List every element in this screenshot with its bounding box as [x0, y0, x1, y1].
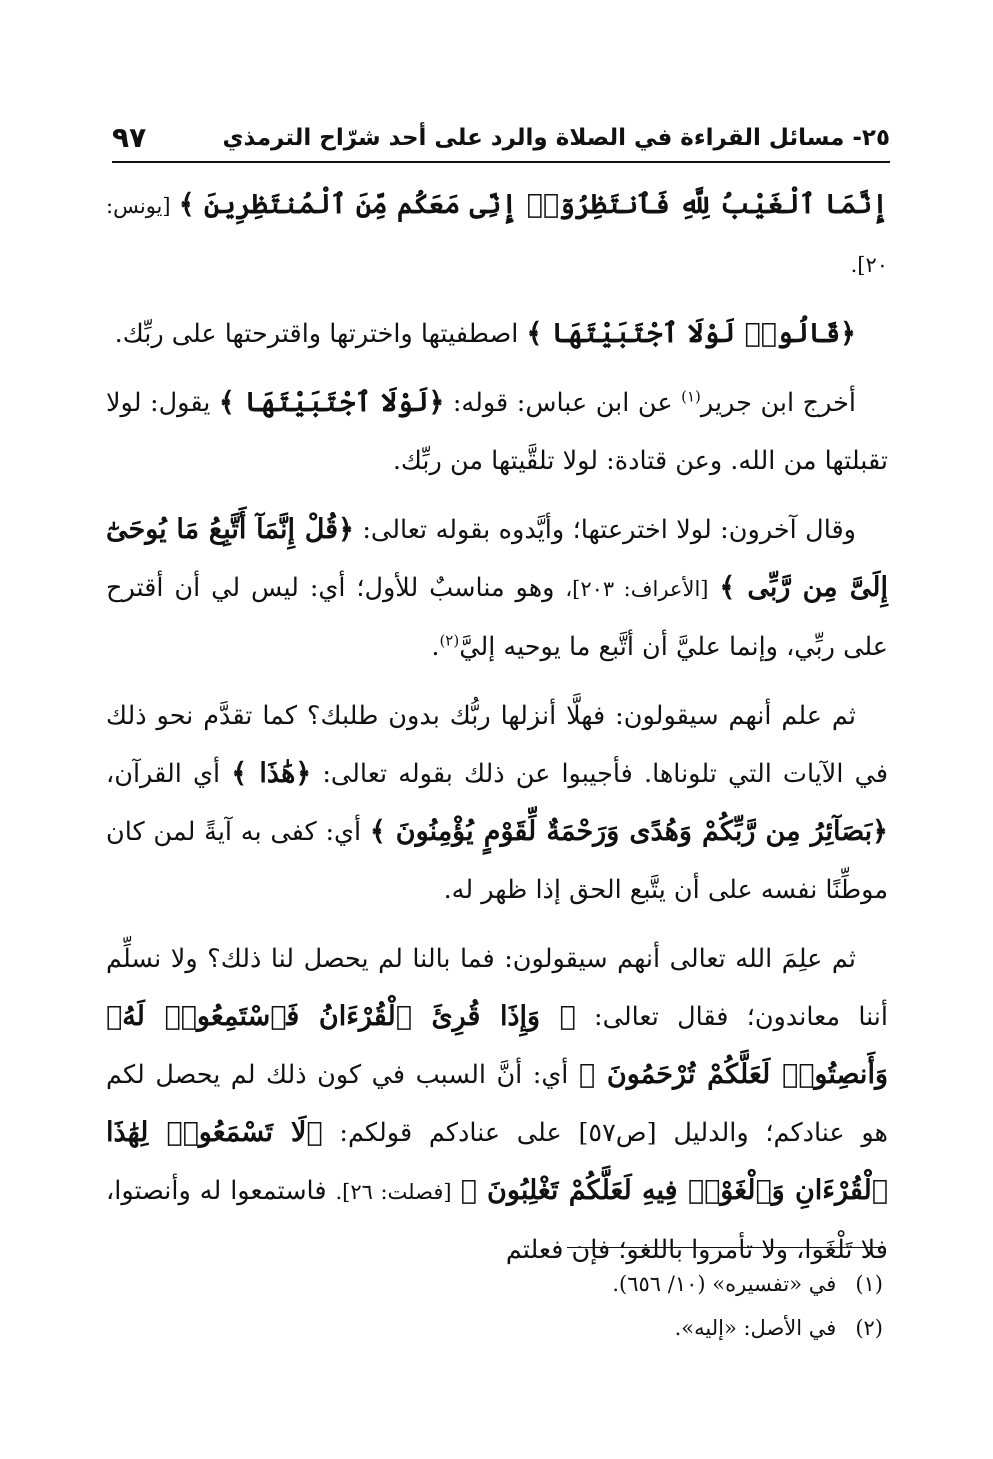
- paragraph-4: [106, 501, 888, 676]
- verse-reference: [فصلت: ٢٦].: [335, 1180, 452, 1204]
- main-text: [106, 176, 888, 1290]
- verse-reference: [يونس: ٢٠].: [106, 194, 888, 277]
- footnote-marker: (٢): [439, 631, 460, 650]
- footnote-2: [103, 1306, 883, 1350]
- paragraph-text: ثم علِمَ الله تعالى أنهم سيقولون: فما بالنا لم يحصل لنا ذلك؟ ولا نسلِّم أننا معاندون؛ فقال تعالى:: [106, 944, 888, 1032]
- footnotes: [103, 1262, 883, 1350]
- paragraph-text: أي: أنَّ السبب في كون ذلك لم يحصل لكم هو عنادكم؛ والدليل [ص٥٧] على عنادكم قولكم:: [106, 1060, 889, 1148]
- paragraph-text: .: [431, 632, 440, 662]
- footnote-1: [103, 1262, 883, 1306]
- footnote-marker: (١): [681, 387, 701, 406]
- paragraph-3: [106, 374, 888, 490]
- paragraph-2: [106, 305, 888, 363]
- paragraph-text: أي القرآن،: [106, 759, 221, 789]
- footnote-text: في الأصل: «إليه».: [674, 1316, 837, 1340]
- footnote-text: في «تفسيره» (١٠/ ٦٥٦).: [612, 1272, 837, 1296]
- paragraph-6: [106, 930, 888, 1279]
- running-header: [112, 117, 890, 163]
- quran-verse: ﴿قَالُوا۟ لَوْلَا ٱجْتَبَيْتَهَا ﴾: [526, 318, 856, 349]
- paragraph-text: وهو مناسبٌ للأول؛ أي: ليس لي أن أقترح على ربِّي، وإنما عليَّ أن أتَّبع ما يوحيه إليَّ: [106, 573, 888, 662]
- paragraph-5: [106, 687, 888, 919]
- footnote-number: (١): [855, 1272, 883, 1296]
- page-number: ٩٧: [112, 121, 147, 154]
- paragraph-text: اصطفيتها واخترتها واقترحتها على ربِّك.: [114, 319, 519, 349]
- chapter-title: ٢٥- مسائل القراءة في الصلاة والرد على أحد شرّاح الترمذي: [222, 125, 890, 151]
- quran-verse: ﴿ وَإِذَا قُرِئَ ٱلْقُرْءَانُ فَٱسْتَمِعُوا۟ لَهُۥ وَأَنصِتُوا۟ لَعَلَّكُمْ تُرْحَمُونَ ﴾: [106, 1001, 888, 1090]
- paragraph-text: يقول: لولا تقبلتها من الله. وعن قتادة: لولا تلقَّيتها من ربِّك.: [106, 388, 888, 476]
- quran-verse: ﴿لَا تَسْمَعُوا۟ لِهَٰذَا ٱلْقُرْءَانِ وَٱلْغَوْا۟ فِيهِ لَعَلَّكُمْ تَغْلِبُونَ ﴾: [106, 1117, 888, 1206]
- footnote-divider: [567, 1247, 885, 1248]
- paragraph-text: أي: كفى به آيةً لمن كان موطِّنًا نفسه على أن يتَّبع الحق إذا ظهر له.: [106, 817, 888, 905]
- quran-verse: ﴿قُلْ إِنَّمَآ أَتَّبِعُ مَا يُوحَىٰٓ إِلَىَّ مِن رَّبِّى ﴾: [106, 514, 889, 603]
- quran-verse: ﴿بَصَآئِرُ مِن رَّبِّكُمْ وَهُدًى وَرَحْمَةٌ لِّقَوْمٍ يُؤْمِنُونَ ﴾: [369, 816, 889, 847]
- quran-verse: ﴿هَٰذَا ﴾: [231, 758, 312, 789]
- paragraph-text: فاستمعوا له وأنصتوا، فلا تَلْغَوا، ولا تأمروا باللغو؛ فإن فعلتم: [106, 1176, 888, 1265]
- quran-verse: إِنَّمَا ٱلْغَيْبُ لِلَّهِ فَٱنتَظِرُوٓا۟ إِنِّى مَعَكُم مِّنَ ٱلْمُنتَظِرِينَ ﴾: [178, 189, 889, 220]
- paragraph-text: عن ابن عباس: قوله:: [452, 388, 673, 418]
- paragraph-text: أخرج ابن جرير: [700, 388, 856, 418]
- verse-reference: [الأعراف: ٢٠٣]،: [565, 577, 709, 601]
- footnote-number: (٢): [855, 1316, 883, 1340]
- paragraph-text: ثم علم أنهم سيقولون: فهلَّا أنزلها ربُّك بدون طلبك؟ كما تقدَّم نحو ذلك في الآيات التي تلوناها. فأجيبوا عن ذلك بقوله تعالى:: [106, 701, 889, 789]
- quran-verse: ﴿لَوْلَا ٱجْتَبَيْتَهَا ﴾: [218, 387, 445, 418]
- paragraph-1: [106, 176, 888, 294]
- paragraph-text: وقال آخرون: لولا اخترعتها؛ وأيَّدوه بقوله تعالى:: [362, 515, 856, 545]
